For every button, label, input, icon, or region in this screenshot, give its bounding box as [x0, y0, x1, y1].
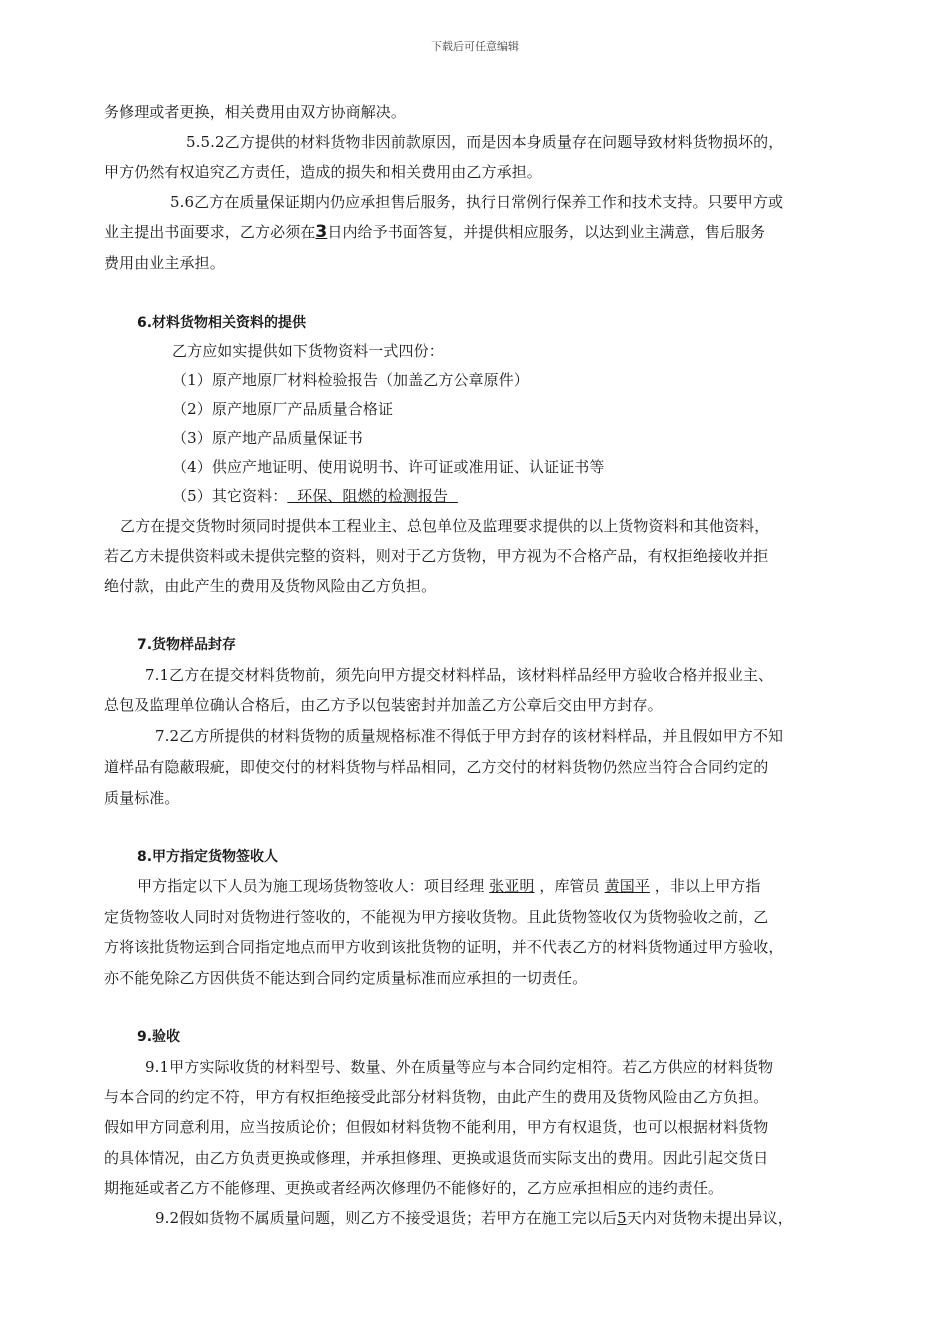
other-materials-value: 环保、阻燃的检测报告 [287, 487, 458, 505]
paragraph-line: 定货物签收人同时对货物进行签收的，不能视为甲方接收货物。且此货物签收仅为货物验收之前，乙 [104, 908, 769, 926]
paragraph-line: 甲方指定以下人员为施工现场货物签收人：项目经理 张亚明 ，库管员 黄国平 ，非以上甲方指 [137, 877, 761, 895]
paragraph-line: 费用由业主承担。 [104, 254, 225, 272]
clause-9-2: 9.2假如货物不属质量问题，则乙方不接受退货；若甲方在施工完以后5天内对货物未提出异议， [155, 1209, 793, 1227]
reply-days-value: 3 [315, 222, 328, 242]
paragraph-line: 与本合同的约定不符，甲方有权拒绝接受此部分材料货物，由此产生的费用及货物风险由乙方负担。 [104, 1088, 769, 1106]
clause-9-1: 9.1甲方实际收货的材料型号、数量、外在质量等应与本合同约定相符。若乙方供应的材料货物 [145, 1058, 774, 1076]
paragraph-line: 总包及监理单位确认合格后，由乙方予以包装密封并加盖乙方公章后交由甲方封存。 [104, 696, 663, 714]
list-item: （2）原产地原厂产品质量合格证 [172, 400, 394, 418]
paragraph-line: 质量标准。 [104, 789, 180, 807]
paragraph-line: 乙方在提交货物时须同时提供本工程业主、总包单位及监理要求提供的以上货物资料和其他资料， [120, 517, 770, 535]
paragraph-line: 道样品有隐蔽瑕疵，即使交付的材料货物与样品相同，乙方交付的材料货物仍然应当符合合同约定的 [104, 758, 769, 776]
paragraph-line: 期拖延或者乙方不能修理、更换或者经两次修理仍不能修好的，乙方应承担相应的违约责任。 [104, 1179, 724, 1197]
list-item: （1）原产地原厂材料检验报告（加盖乙方公章原件） [172, 371, 529, 389]
list-item: （4）供应产地证明、使用说明书、许可证或准用证、认证证书等 [172, 458, 605, 476]
section-8-heading: 8.甲方指定货物签收人 [137, 849, 279, 865]
section-9-heading: 9.验收 [137, 1029, 181, 1045]
paragraph-line: 乙方应如实提供如下货物资料一式四份： [172, 342, 444, 360]
paragraph-line: 假如甲方同意利用，应当按质论价；但假如材料货物不能利用，甲方有权退货，也可以根据材料货物 [104, 1118, 769, 1136]
section-6-heading: 6.材料货物相关资料的提供 [137, 315, 307, 331]
paragraph-line: 若乙方未提供资料或未提供完整的资料，则对于乙方货物，甲方视为不合格产品，有权拒绝接收并拒 [104, 547, 769, 565]
paragraph-line: 务修理或者更换，相关费用由双方协商解决。 [104, 103, 407, 121]
section-7-heading: 7.货物样品封存 [137, 637, 237, 653]
clause-7-1: 7.1乙方在提交材料货物前，须先向甲方提交材料样品，该材料样品经甲方验收合格并报业主、 [145, 666, 774, 684]
clause-5-6: 5.6乙方在质量保证期内仍应承担售后服务，执行日常例行保养工作和技术支持。只要甲方或 [170, 193, 784, 211]
paragraph-line: 甲方仍然有权追究乙方责任，造成的损失和相关费用由乙方承担。 [104, 163, 542, 181]
list-item: （3）原产地产品质量保证书 [172, 429, 363, 447]
paragraph-line: 绝付款，由此产生的费用及货物风险由乙方负担。 [104, 577, 437, 595]
clause-7-2: 7.2乙方所提供的材料货物的质量规格标准不得低于甲方封存的该材料样品，并且假如甲方不知 [155, 727, 784, 745]
paragraph-line: 亦不能免除乙方因供货不能达到合同约定质量标准而应承担的一切责任。 [104, 969, 588, 987]
clause-5-5-2: 5.5.2乙方提供的材料货物非因前款原因，而是因本身质量存在问题导致材料货物损坏的， [186, 133, 784, 151]
objection-days-value: 5 [617, 1209, 627, 1227]
paragraph-line: 方将该批货物运到合同指定地点而甲方收到该批货物的证明，并不代表乙方的材料货物通过甲方验收， [104, 938, 784, 956]
list-item: （5）其它资料： 环保、阻燃的检测报告 [172, 487, 458, 505]
warehouse-keeper-name: 黄国平 [604, 877, 650, 895]
paragraph-line: 业主提出书面要求，乙方必须在3日内给予书面答复，并提供相应服务，以达到业主满意，售后服务 [104, 222, 766, 242]
project-manager-name: 张亚明 [489, 877, 535, 895]
paragraph-line: 的具体情况，由乙方负责更换或修理，并承担修理、更换或退货而实际支出的费用。因此引起交货日 [104, 1149, 769, 1167]
page-header-note: 下载后可任意编辑 [431, 40, 519, 53]
